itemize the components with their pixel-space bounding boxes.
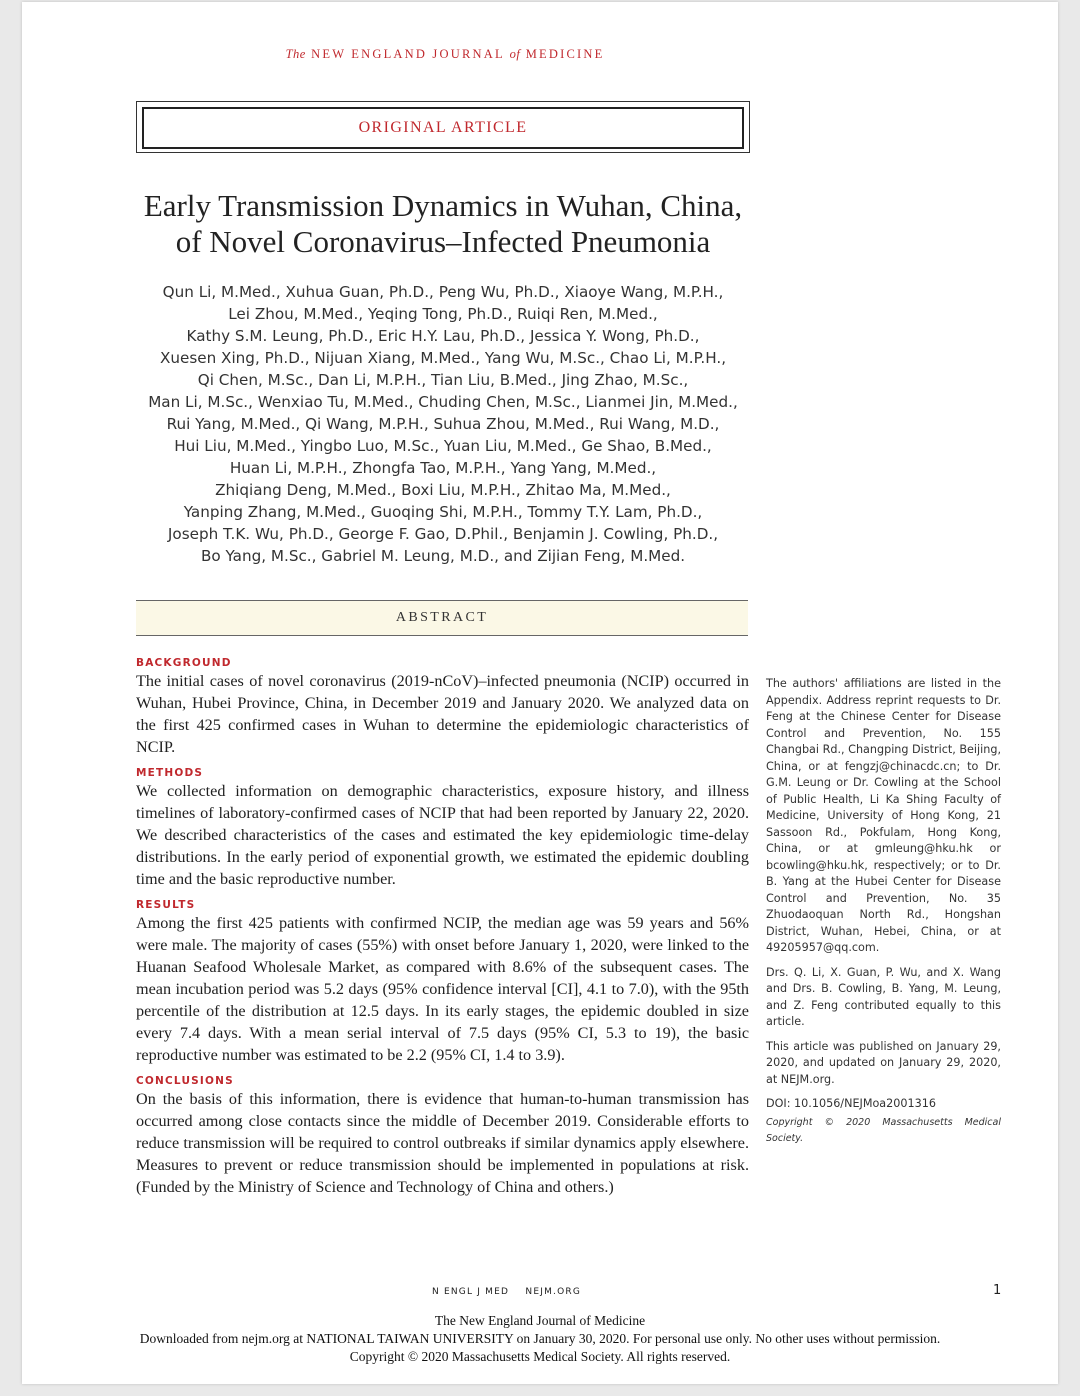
author-line: Zhiqiang Deng, M.Med., Boxi Liu, M.P.H., Zhitao Ma, M.Med., [215, 481, 671, 499]
results-section [136, 898, 749, 1066]
methods-label: METHODS [136, 767, 204, 779]
background-label: BACKGROUND [136, 657, 232, 669]
results-label: RESULTS [136, 899, 196, 911]
methods-section [136, 766, 749, 890]
article-type-box [136, 101, 750, 153]
background-text: The initial cases of novel coronavirus (2019-nCoV)–infected pneumonia (NCIP) occurred in Wuhan, Hubei Province, China, in December 2019 and January 2020. We analyzed data on the first 425 confirmed cases in Wuhan to determine the epidemiologic characteristics of NCIP. [136, 672, 749, 756]
contributions-note: Drs. Q. Li, X. Guan, P. Wu, and X. Wang and Drs. B. Cowling, B. Yang, M. Leung, and Z. Feng contributed equally to this article. [766, 965, 1001, 1028]
conclusions-section [136, 1074, 749, 1198]
author-line: Qi Chen, M.Sc., Dan Li, M.P.H., Tian Liu, B.Med., Jing Zhao, M.Sc., [197, 371, 689, 389]
publication-note: This article was published on January 29, 2020, and updated on January 29, 2020, at NEJM.org. [766, 1039, 1001, 1086]
background-section [136, 656, 749, 758]
journal-prefix: The [285, 47, 306, 61]
author-line: Qun Li, M.Med., Xuhua Guan, Ph.D., Peng Wu, Ph.D., Xiaoye Wang, M.P.H., [162, 283, 724, 301]
author-line: Lei Zhou, M.Med., Yeqing Tong, Ph.D., Ruiqi Ren, M.Med., [228, 305, 658, 323]
author-line: Rui Yang, M.Med., Qi Wang, M.P.H., Suhua Zhou, M.Med., Rui Wang, M.D., [166, 415, 720, 433]
journal-footer-abbrev: N ENGL J MED NEJM.ORG [432, 1287, 582, 1297]
download-notice-line-1: The New England Journal of Medicine [434, 1313, 646, 1328]
article-title [120, 188, 766, 260]
affiliations-note: The authors' affiliations are listed in the Appendix. Address reprint requests to Dr. Feng at the Chinese Center for Disease Control and Prevention, No. 155 Changbai Rd., Changping District, Beijing, China, or at fengzj@chinacdc.cn; to Dr. G.M. Leung or Dr. Cowling at the School of Public Health, Li Ka Shing Faculty of Medicine, University of Hong Kong, 21 Sassoon Rd., Pokfulam, Hong Kong, China, or at gmleung@hku.hk or bcowling@hku.hk, respectively; or to Dr. B. Yang at the Hubei Center for Disease Control and Prevention, No. 35 Zhuodaoquan North Rd., Hongshan District, Wuhan, Hebei, China, or at 49205957@qq.com. [766, 677, 1001, 954]
author-line: Kathy S.M. Leung, Ph.D., Eric H.Y. Lau, Ph.D., Jessica Y. Wong, Ph.D., [186, 327, 700, 345]
title-line-1: Early Transmission Dynamics in Wuhan, China, [143, 188, 743, 223]
abstract-body [136, 656, 749, 1206]
journal-masthead [0, 47, 890, 62]
journal-name: NEW ENGLAND JOURNAL [311, 47, 505, 61]
journal-name-end: MEDICINE [525, 47, 605, 61]
author-line: Hui Liu, M.Med., Yingbo Luo, M.Sc., Yuan Liu, M.Med., Ge Shao, B.Med., [174, 437, 712, 455]
journal-of: of [509, 47, 521, 61]
download-notice-line-3: Copyright © 2020 Massachusetts Medical Society. All rights reserved. [349, 1349, 731, 1364]
author-line: Huan Li, M.P.H., Zhongfa Tao, M.P.H., Yang Yang, M.Med., [229, 459, 657, 477]
page-number: 1 [993, 1283, 1002, 1298]
author-line: Man Li, M.Sc., Wenxiao Tu, M.Med., Chuding Chen, M.Sc., Lianmei Jin, M.Med., [148, 393, 738, 411]
copyright-text: Copyright © 2020 Massachusetts Medical Society. [766, 1116, 1001, 1144]
author-line: Yanping Zhang, M.Med., Guoqing Shi, M.P.H., Tommy T.Y. Lam, Ph.D., [183, 503, 703, 521]
conclusions-label: CONCLUSIONS [136, 1075, 234, 1087]
author-line: Bo Yang, M.Sc., Gabriel M. Leung, M.D., and Zijian Feng, M.Med. [200, 547, 686, 565]
sidebar-notes [766, 676, 1001, 1156]
author-line: Joseph T.K. Wu, Ph.D., George F. Gao, D.Phil., Benjamin J. Cowling, Ph.D., [167, 525, 719, 543]
author-list [120, 281, 766, 567]
methods-text: We collected information on demographic characteristics, exposure history, and illness timelines of laboratory-confirmed cases of NCIP that had been reported by January 22, 2020. We described characteristics of the cases and estimated the key epidemiologic time-delay distributions. In the early period of exponential growth, we estimated the epidemic doubling time and the basic reproductive number. [136, 782, 749, 888]
author-line: Xuesen Xing, Ph.D., Nijuan Xiang, M.Med., Yang Wu, M.Sc., Chao Li, M.P.H., [159, 349, 727, 367]
doi-text[interactable]: DOI: 10.1056/NEJMoa2001316 [766, 1097, 936, 1110]
title-line-2: of Novel Coronavirus–Infected Pneumonia [175, 224, 711, 259]
article-type-label: ORIGINAL ARTICLE [142, 107, 744, 149]
abstract-heading: ABSTRACT [136, 600, 748, 636]
download-notice-line-2: Downloaded from nejm.org at NATIONAL TAIWAN UNIVERSITY on January 30, 2020. For personal use only. No other uses without permission. [139, 1331, 941, 1346]
results-text: Among the first 425 patients with confirmed NCIP, the median age was 59 years and 56% were male. The majority of cases (55%) with onset before January 1, 2020, were linked to the Huanan Seafood Wholesale Market, as compared with 8.6% of the subsequent cases. The mean incubation period was 5.2 days (95% confidence interval [CI], 4.1 to 7.0), with the 95th percentile of the distribution at 12.5 days. In its early stages, the epidemic doubled in size every 7.4 days. With a mean serial interval of 7.5 days (95% CI, 5.3 to 19), the basic reproductive number was estimated to be 2.2 (95% CI, 1.4 to 3.9). [136, 914, 749, 1064]
conclusions-text: On the basis of this information, there is evidence that human-to-human transmission has occurred among close contacts since the middle of December 2019. Considerable efforts to reduce transmission will be required to control outbreaks if similar dynamics apply elsewhere. Measures to prevent or reduce transmission should be implemented in populations at risk. (Funded by the Ministry of Science and Technology of China and others.) [136, 1090, 749, 1196]
